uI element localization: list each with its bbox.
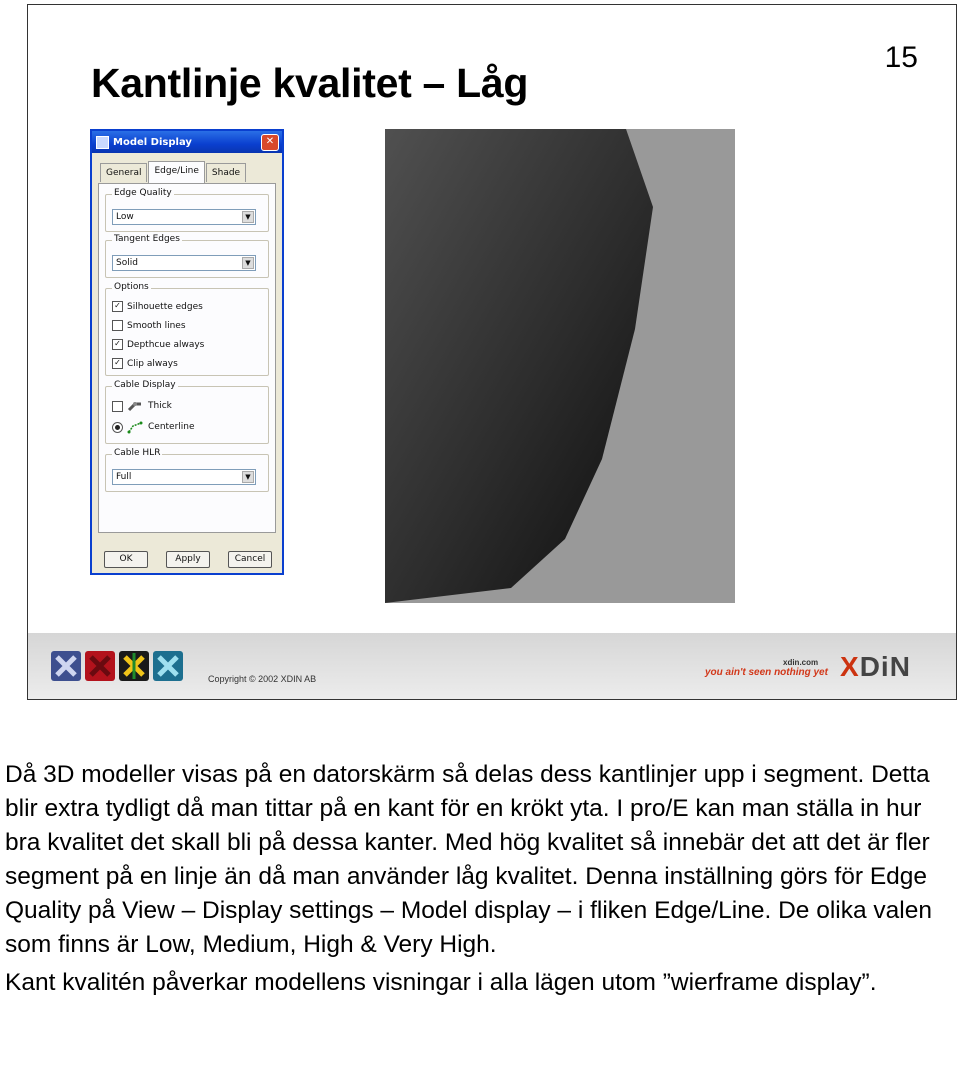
edge-quality-value: Low [116, 212, 134, 222]
slide-number: 15 [884, 41, 918, 74]
window-icon [96, 136, 109, 149]
cable-hlr-select[interactable] [112, 469, 256, 485]
options-group [105, 282, 269, 376]
ok-button[interactable]: OK [104, 551, 148, 568]
tab-edge-line[interactable]: Edge/Line [148, 161, 204, 184]
cable-hlr-value: Full [116, 472, 132, 482]
radio-selected[interactable] [112, 422, 123, 433]
option-clip-always[interactable] [112, 358, 178, 369]
segmented-edge-render [385, 129, 735, 603]
close-icon[interactable]: ✕ [261, 134, 279, 151]
tangent-edges-value: Solid [116, 258, 138, 268]
thick-cable-icon [127, 399, 143, 413]
option-label: Centerline [148, 422, 195, 432]
option-silhouette-edges[interactable] [112, 301, 203, 312]
apply-button[interactable]: Apply [166, 551, 210, 568]
cable-thick-option[interactable] [112, 399, 172, 413]
model-viewport [385, 129, 735, 603]
tab-shade[interactable]: Shade [206, 163, 246, 182]
tab-general[interactable]: General [100, 163, 147, 182]
checkbox-checked[interactable]: ✓ [112, 339, 123, 350]
edge-quality-select[interactable] [112, 209, 256, 225]
notes-paragraph: Då 3D modeller visas på en datorskärm så delas dess kantlinjer upp i segment. Detta blir extra tydligt då man tittar på en kant för en krökt yta. I pro/E kan man ställa in hur bra kvalitet det skall bli på dessa kanter. Med hög kvalitet så innebär det att det är fler segment på en linje än då man använder låg kvalitet. Denna inställning görs för Edge Quality på View – Display settings – Model display – i fliken Edge/Line. De olika valen som finns är Low, Medium, High & Very High. [5, 761, 932, 958]
chevron-down-icon[interactable]: ▼ [242, 471, 254, 483]
option-label: Depthcue always [127, 339, 205, 350]
logo-blue-x-icon [51, 651, 81, 681]
option-label: Smooth lines [127, 320, 186, 331]
option-smooth-lines[interactable] [112, 320, 186, 331]
company-url: xdin.com [783, 658, 819, 667]
centerline-cable-icon [127, 420, 143, 434]
edge-quality-group [105, 188, 269, 232]
company-tagline: you ain't seen nothing yet [705, 667, 828, 678]
model-display-dialog [90, 129, 284, 575]
checkbox-checked[interactable]: ✓ [112, 301, 123, 312]
logo-teal-x-icon [153, 651, 183, 681]
dialog-titlebar [92, 131, 282, 153]
partner-logos [51, 651, 183, 681]
cable-display-group [105, 380, 269, 444]
edge-quality-label: Edge Quality [114, 188, 172, 198]
xdin-logo [840, 651, 911, 683]
tangent-edges-select[interactable] [112, 255, 256, 271]
cancel-button[interactable]: Cancel [228, 551, 272, 568]
checkbox-unchecked[interactable] [112, 401, 123, 412]
slide [27, 4, 957, 700]
copyright-text: Copyright © 2002 XDIN AB [208, 674, 317, 684]
checkbox-unchecked[interactable] [112, 320, 123, 331]
edge-line-panel [98, 183, 276, 533]
slide-title: Kantlinje kvalitet – Låg [91, 60, 529, 106]
option-label: Clip always [127, 358, 178, 369]
cable-centerline-option[interactable] [112, 420, 195, 434]
brand-rest: DiN [859, 651, 911, 682]
slide-footer [28, 633, 956, 699]
cable-hlr-label: Cable HLR [114, 448, 161, 458]
brand-x: X [840, 651, 860, 682]
option-depthcue-always[interactable] [112, 339, 204, 350]
logo-green-x-icon [119, 651, 149, 681]
option-label: Thick [148, 401, 172, 411]
cable-display-label: Cable Display [114, 380, 176, 390]
option-label: Silhouette edges [127, 301, 203, 312]
chevron-down-icon[interactable]: ▼ [242, 257, 254, 269]
logo-red-x-icon [85, 651, 115, 681]
options-label: Options [114, 282, 149, 292]
notes-text [5, 758, 945, 1000]
checkbox-checked[interactable]: ✓ [112, 358, 123, 369]
tangent-edges-group [105, 234, 269, 278]
dialog-title: Model Display [113, 136, 192, 148]
tangent-edges-label: Tangent Edges [114, 234, 180, 244]
notes-paragraph: Kant kvalitén påverkar modellens visningar i alla lägen utom ”wierframe display”. [5, 969, 877, 996]
cable-hlr-group [105, 448, 269, 492]
chevron-down-icon[interactable]: ▼ [242, 211, 254, 223]
model-surface [385, 129, 653, 603]
